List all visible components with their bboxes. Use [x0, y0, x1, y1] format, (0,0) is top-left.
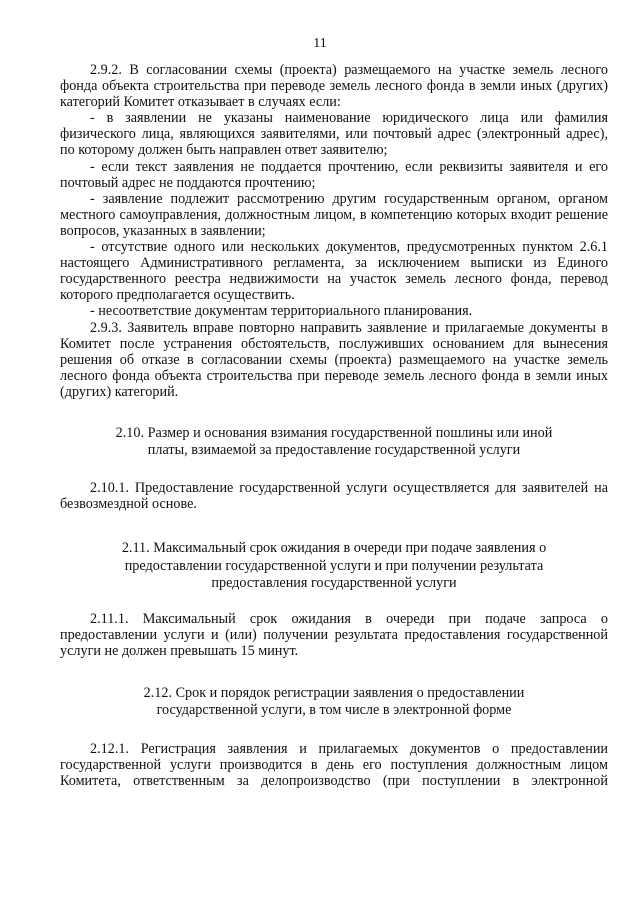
paragraph-2-10-1: 2.10.1. Предоставление государственной услуги осуществляется для заявителей на безвозмездной основе.: [60, 479, 608, 513]
page-number: 11: [313, 36, 327, 51]
heading-2-10: 2.10. Размер и основания взимания государственной пошлины или иной платы, взимаемой за предоставление государственной услуги: [115, 424, 553, 459]
paragraph-2-9-3: 2.9.3. Заявитель вправе повторно направить заявление и прилагаемые документы в Комитет после устранения обстоятельств, послуживших основанием для вынесения решения об отказе в согласовании схемы (проекта) размещаемого на участке земель лесного фонда объекта строительства при переводе земель лесного фонда в земли иных (других) категорий.: [60, 319, 608, 400]
paragraph-2-11-1: 2.11.1. Максимальный срок ожидания в очереди при подаче запроса о предоставлении услуги и (или) получении результата предоставления государственной услуги не должен превышать 15 минут.: [60, 610, 608, 659]
document-body: [60, 62, 608, 789]
heading-2-12: 2.12. Срок и порядок регистрации заявления о предоставлении государственной услуги, в том числе в электронной форме: [143, 684, 525, 719]
list-item-missing-details: - в заявлении не указаны наименование юридического лица или фамилия физического лица, являющихся заявителями, или почтовый адрес (электронный адрес), по которому должен быть направлен ответ заявителю;: [60, 110, 608, 159]
list-item-unreadable-text: - если текст заявления не поддается прочтению, если реквизиты заявителя и его почтовый адрес не поддаются прочтению;: [60, 158, 608, 191]
list-item-missing-documents: - отсутствие одного или нескольких документов, предусмотренных пунктом 2.6.1 настоящего Административного регламента, за исключением выписки из Единого государственного реестра недвижимости на участок земель лесного фонда, перевод которого предполагается осуществить.: [60, 239, 608, 304]
list-item-other-authority: - заявление подлежит рассмотрению другим государственным органом, органом местного самоуправления, должностным лицом, в компетенцию которых входит решение вопросов, указанных в заявлении;: [60, 190, 608, 239]
heading-2-11: 2.11. Максимальный срок ожидания в очереди при подаче заявления о предоставлении государственной услуги и при получении результата предоставления государственной услуги: [121, 540, 547, 592]
paragraph-2-12-1: 2.12.1. Регистрация заявления и прилагаемых документов о предоставлении государственной услуги производится в день его поступления должностным лицом Комитета, ответственным за делопроизводство (при поступлении в электронной: [60, 740, 608, 790]
paragraph-2-9-2: 2.9.2. В согласовании схемы (проекта) размещаемого на участке земель лесного фонда объекта строительства при переводе земель лесного фонда в земли иных (других) категорий Комитет отказывает в случаях если:: [60, 62, 608, 111]
list-item-planning-mismatch: - несоответствие документам территориального планирования.: [90, 303, 473, 320]
